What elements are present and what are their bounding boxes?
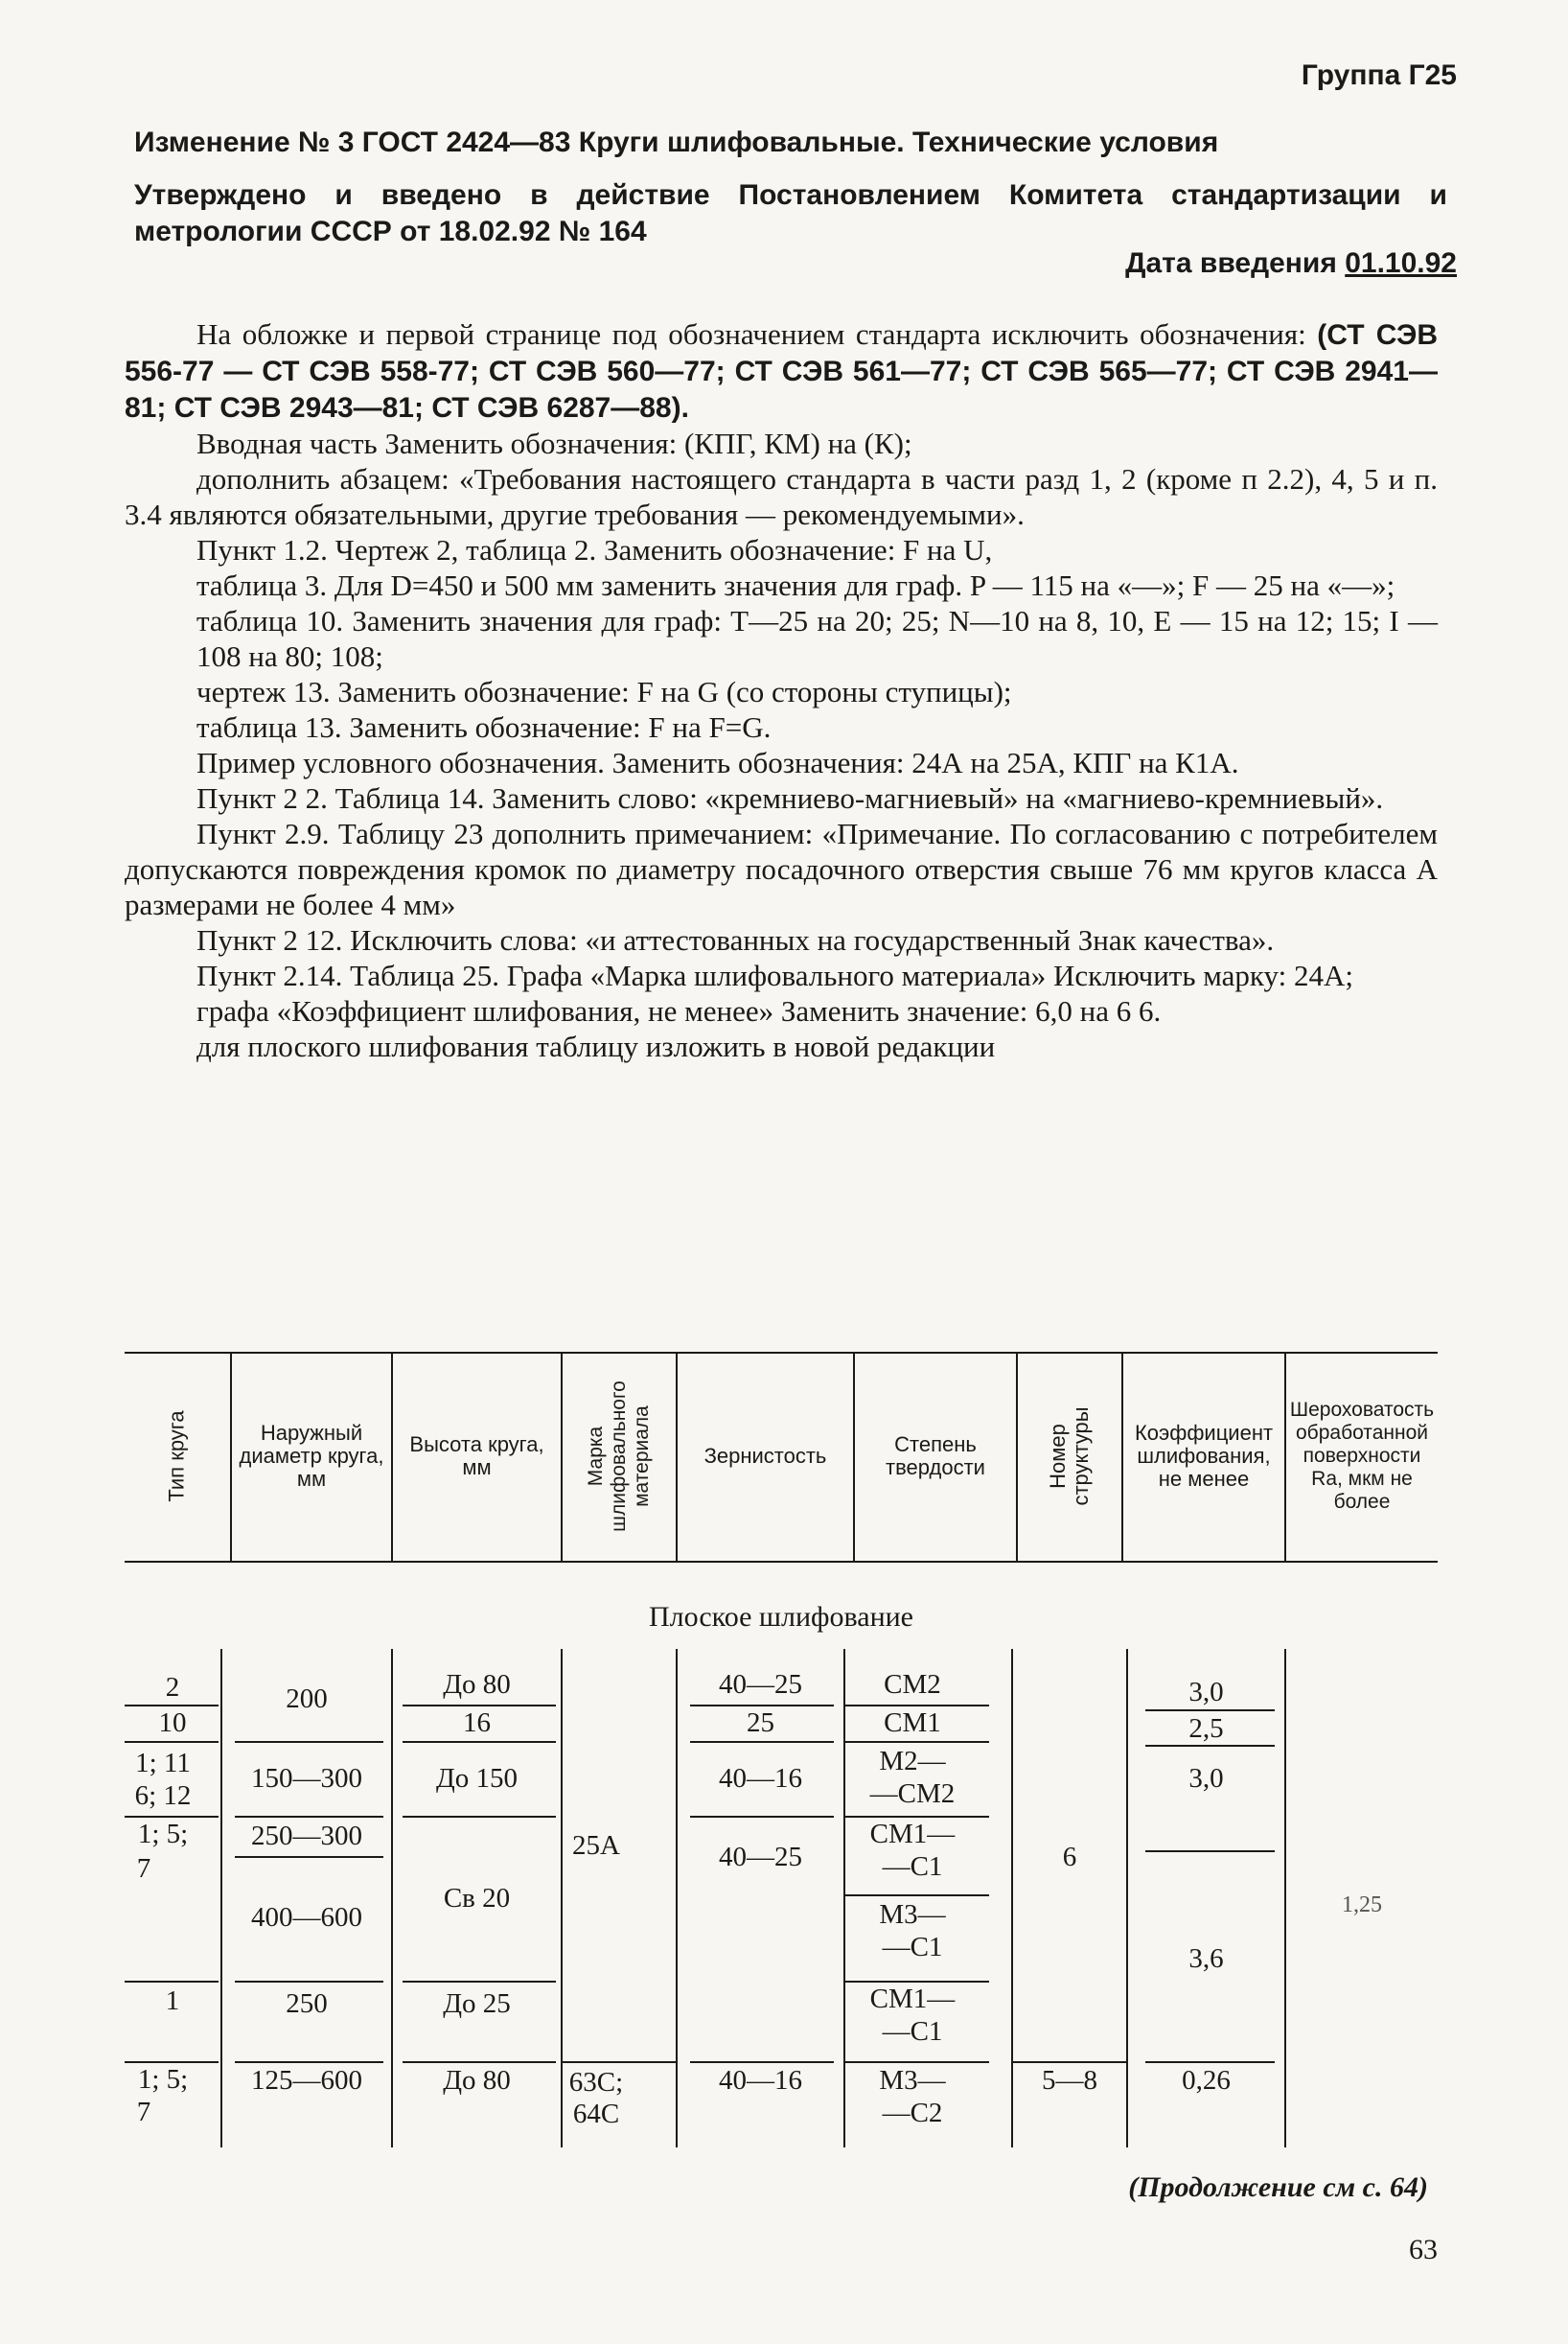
structure-cell: 5—8	[1042, 2065, 1097, 2096]
header-abrasive-grade	[563, 1352, 676, 1561]
page-number: 63	[1409, 2234, 1438, 2265]
row-rule	[845, 2061, 989, 2063]
structure-cell: 6	[1062, 1842, 1077, 1872]
material-cell: 64С	[572, 2099, 620, 2129]
row-rule	[125, 1741, 219, 1743]
row-rule	[235, 1981, 383, 1983]
row-rule	[125, 1981, 219, 1983]
type-cell: 10	[158, 1707, 187, 1738]
material-cell: 25А	[572, 1830, 620, 1861]
row-rule	[1013, 2061, 1126, 2063]
row-rule	[403, 2061, 556, 2063]
paragraph: Пункт 2.9. Таблицу 23 дополнить примечанием: «Примечание. По согласованию с потребителем допускаются повреждения кромок по диаметру посадочного отверстия свыше 76 мм кругов класса А размерами не более 4 мм»	[125, 817, 1438, 921]
document-page	[125, 38, 1457, 2320]
row-rule	[235, 1856, 383, 1858]
paragraph: таблица 10. Заменить значения для граф: T—25 на 20; 25; N—10 на 8, 10, E — 15 на 12; 15; I — 108 на 80; 108;	[196, 604, 1438, 673]
paragraph	[125, 316, 1438, 426]
paragraph: для плоского шлифования таблицу изложить в новой редакции	[196, 1030, 996, 1063]
row-rule	[1145, 1850, 1275, 1852]
row-rule	[1145, 1709, 1275, 1711]
approval-line-2: метрологии СССР от 18.02.92 № 164	[134, 216, 647, 247]
header-text: Тип круга	[165, 1410, 189, 1502]
coefficient-cell: 3,0	[1188, 1763, 1224, 1794]
row-rule	[1145, 2061, 1275, 2063]
paragraph: графа «Коэффициент шлифования, не менее» Заменить значение: 6,0 на 6 6.	[196, 994, 1162, 1028]
row-rule	[403, 1816, 556, 1818]
grit-cell: 40—16	[719, 1763, 802, 1794]
height-cell: До 80	[443, 2065, 511, 2096]
grinding-table	[125, 1352, 1438, 2157]
coefficient-cell: 3,0	[1188, 1677, 1224, 1707]
coefficient-cell: 2,5	[1188, 1713, 1224, 1744]
diameter-cell: 125—600	[251, 2065, 362, 2096]
header-outer-diameter: Наружный диаметр круга, мм	[239, 1421, 384, 1491]
material-cell: 63С;	[568, 2067, 624, 2098]
grit-cell: 40—25	[719, 1842, 802, 1872]
height-cell: До 25	[443, 1988, 511, 2019]
diameter-cell: 200	[286, 1683, 328, 1714]
type-cell: 6; 12	[134, 1780, 192, 1811]
type-cell: 7	[136, 2097, 151, 2127]
change-title: Изменение № 3 ГОСТ 2424—83 Круги шлифовальные. Технические условия	[134, 127, 1219, 158]
paragraph: чертеж 13. Заменить обозначение: F на G (со стороны ступицы);	[196, 675, 1012, 708]
approval-line-1: Утверждено и введено в действие Постановлением Комитета стандартизации и	[134, 179, 1447, 211]
header-text: Марка шлифовального материала	[585, 1381, 653, 1532]
paragraph: таблица 13. Заменить обозначение: F на F=G.	[196, 710, 772, 744]
paragraph: Пункт 2.14. Таблица 25. Графа «Марка шлифовального материала» Исключить марку: 24А;	[196, 959, 1353, 992]
section-title: Плоское шлифование	[648, 1601, 913, 1633]
body-text	[125, 316, 1438, 1064]
row-rule	[235, 2061, 383, 2063]
height-cell: До 150	[435, 1763, 519, 1794]
diameter-cell: 250—300	[251, 1821, 362, 1851]
excluded-designations: (СТ СЭВ 556-77 — СТ СЭВ 558-77; СТ СЭВ 560—77; СТ СЭВ 561—77; СТ СЭВ 565—77; СТ СЭВ 2941—81; СТ СЭВ 2943—81; СТ СЭВ 6287—88).	[125, 319, 1438, 424]
row-rule	[403, 1741, 556, 1743]
header-bottom-rule	[125, 1561, 1438, 1563]
row-rule	[690, 1816, 834, 1818]
type-cell: 2	[165, 1672, 180, 1703]
diameter-cell: 150—300	[251, 1763, 362, 1794]
diameter-cell: 400—600	[251, 1902, 362, 1933]
header-hardness: Степень твердости	[886, 1432, 985, 1479]
type-cell: 1; 11	[135, 1748, 191, 1778]
hardness-cell: —С2	[882, 2098, 943, 2128]
height-cell: Св 20	[443, 1883, 511, 1914]
paragraph: Пункт 2 12. Исключить слова: «и аттестованных на государственный Знак качества».	[196, 923, 1275, 957]
hardness-cell: —С1	[882, 1932, 943, 1962]
date-value: 01.10.92	[1345, 247, 1457, 279]
row-rule	[690, 2061, 834, 2063]
diameter-cell: 250	[286, 1988, 328, 2019]
row-rule	[845, 1741, 989, 1743]
group-label: Группа Г25	[1301, 59, 1457, 91]
continuation-note: (Продолжение см с. 64)	[1128, 2171, 1428, 2203]
row-rule	[563, 2061, 676, 2063]
paragraph: Пункт 2 2. Таблица 14. Заменить слово: «кремниево-магниевый» на «магниево-кремниевый».	[196, 781, 1384, 815]
roughness-cell: 1,25	[1342, 1892, 1382, 1917]
height-cell: До 80	[443, 1669, 511, 1700]
header-wheel-type	[125, 1352, 230, 1561]
row-rule	[235, 1741, 383, 1743]
grit-cell: 40—25	[719, 1669, 802, 1700]
coefficient-cell: 3,6	[1188, 1943, 1224, 1974]
header-roughness: Шероховатость обработанной поверхности Ra, мкм не более	[1289, 1399, 1435, 1513]
hardness-cell: М3—	[879, 2065, 946, 2096]
header-grinding-coefficient: Коэффициент шлифования, не менее	[1134, 1421, 1274, 1491]
row-rule	[235, 1816, 383, 1818]
paragraph: Вводная часть Заменить обозначения: (КПГ, КМ) на (К);	[196, 427, 912, 460]
hardness-cell: —СМ2	[869, 1778, 956, 1809]
paragraph: Пункт 1.2. Чертеж 2, таблица 2. Заменить обозначение: F на U,	[196, 533, 993, 567]
hardness-cell: СМ1	[884, 1707, 941, 1738]
header-wheel-height: Высота круга, мм	[409, 1432, 544, 1479]
hardness-cell: М3—	[879, 1899, 946, 1930]
row-rule	[403, 1981, 556, 1983]
paragraph: таблица 3. Для D=450 и 500 мм заменить значения для граф. P — 115 на «—»; F — 25 на «—»;	[196, 569, 1395, 602]
date-label: Дата введения	[1125, 247, 1337, 279]
paragraph: дополнить абзацем: «Требования настоящего стандарта в части разд 1, 2 (кроме п 2.2), 4, 5 и п. 3.4 являются обязательными, другие требования — рекомендуемыми».	[125, 462, 1438, 531]
grit-cell: 40—16	[719, 2065, 802, 2096]
row-rule	[690, 1741, 834, 1743]
coefficient-cell: 0,26	[1182, 2065, 1231, 2096]
effective-date	[1125, 247, 1457, 280]
type-cell: 1; 5;	[137, 2064, 189, 2095]
type-cell: 7	[136, 1853, 151, 1884]
paragraph: Пример условного обозначения. Заменить обозначения: 24А на 25А, КПГ на К1А.	[196, 746, 1239, 779]
header-grit: Зернистость	[703, 1444, 827, 1468]
row-rule	[845, 1894, 989, 1896]
header-structure-number	[1018, 1352, 1121, 1561]
header-text: Номер структуры	[1046, 1406, 1093, 1506]
hardness-cell: —С1	[882, 1851, 943, 1882]
type-cell: 1; 5;	[137, 1819, 189, 1849]
hardness-cell: —С1	[882, 2016, 943, 2047]
row-rule	[1145, 1745, 1275, 1747]
hardness-cell: СМ2	[884, 1669, 941, 1700]
paragraph-text: На обложке и первой странице под обозначением стандарта исключить обозначения:	[196, 317, 1318, 351]
hardness-cell: СМ1—	[869, 1984, 956, 2014]
hardness-cell: М2—	[879, 1746, 946, 1776]
grit-cell: 25	[747, 1707, 774, 1738]
height-cell: 16	[463, 1707, 491, 1738]
type-cell: 1	[165, 1985, 180, 2016]
hardness-cell: СМ1—	[869, 1819, 956, 1849]
